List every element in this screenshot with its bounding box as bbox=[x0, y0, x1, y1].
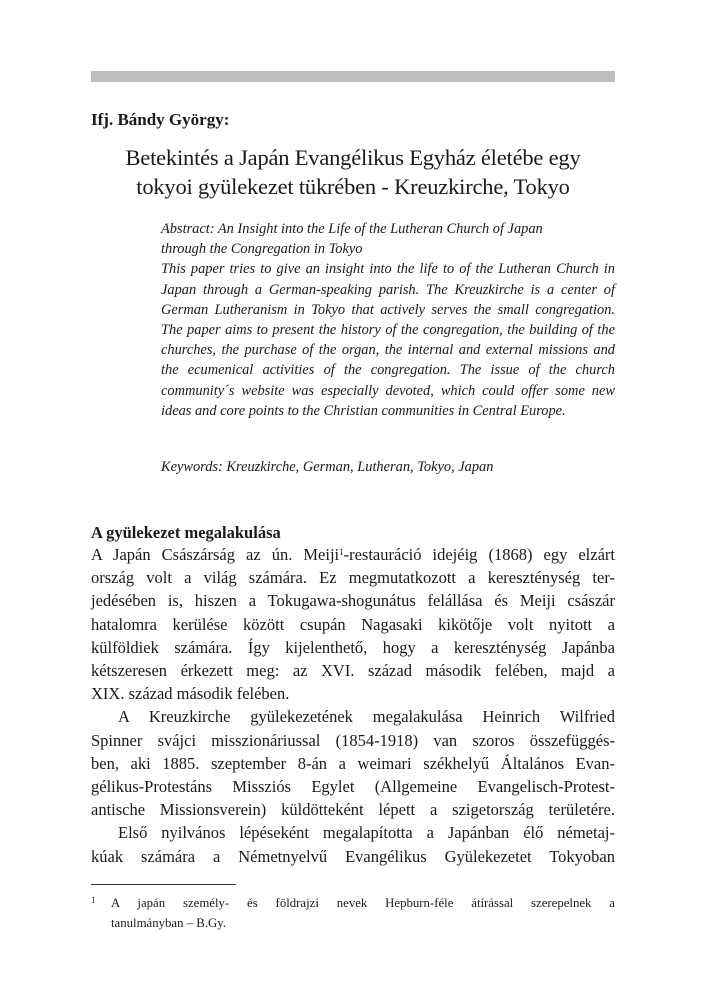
footnote bbox=[91, 893, 615, 933]
body-line: Első nyilvános lépéseként megalapította a Japánban élő németaj- bbox=[118, 823, 615, 843]
body-line: kétszeresen érkezett meg: az XVI. század második felében, majd a bbox=[91, 661, 615, 681]
abstract bbox=[161, 219, 615, 421]
abstract-heading-line-1: Abstract: An Insight into the Life of the Lutheran Church of Japan bbox=[161, 221, 543, 237]
body-text bbox=[91, 543, 615, 868]
footnote-reference: 1 bbox=[339, 547, 344, 557]
author-name: Ifj. Bándy György: bbox=[91, 110, 230, 129]
body-line: A Kreuzkirche gyülekezetének megalakulása Heinrich Wilfried bbox=[118, 707, 615, 727]
abstract-heading-line-2: through the Congregation in Tokyo bbox=[161, 241, 363, 258]
body-line: XIX. század második felében. bbox=[91, 684, 290, 704]
body-line: hatalomra kerülése között csupán Nagasaki kikötője volt nyitott a bbox=[91, 614, 615, 634]
title-line-1: Betekintés a Japán Evangélikus Egyház életébe egy bbox=[125, 145, 581, 170]
section-heading: A gyülekezet megalakulása bbox=[91, 523, 281, 542]
title-line-2: tokyoi gyülekezet tükrében - Kreuzkirche, Tokyo bbox=[136, 174, 570, 199]
footnote-rule bbox=[91, 884, 236, 885]
body-line: gélikus-Protestáns Missziós Egylet (Allgemeine Evangelisch-Protest- bbox=[91, 777, 615, 797]
body-line: külföldiek számára. Így kijelenthető, hogy a kereszténység Japánba bbox=[91, 637, 615, 657]
body-line: ország volt a világ számára. Ez megmutatkozott a kereszténység ter- bbox=[91, 568, 615, 588]
footnote-marker: 1 bbox=[91, 895, 96, 905]
footnote-line: tanulmányban – B.Gy. bbox=[111, 916, 227, 930]
footnote-line: A japán személy- és földrajzi nevek Hepburn-féle átírással szerepelnek a bbox=[111, 896, 615, 910]
keywords: Keywords: Kreuzkirche, German, Lutheran, Tokyo, Japan bbox=[161, 459, 494, 475]
header-rule bbox=[91, 71, 615, 82]
article-title bbox=[91, 143, 615, 201]
abstract-text: This paper tries to give an insight into the life to of the Lutheran Church in Japan through a German-speaking parish. The Kreuzkirche is a center of German Lutheranism in Tokyo that actively serves the small congregation. The paper aims to present the history of the congregation, the building of the churches, the purchase of the organ, the internal and external missions and the ecumenical activities of the congregation. The issue of the church community´s website was especially devoted, which could offer some new ideas and core points to the Christian communities in Central Europe. bbox=[161, 261, 615, 419]
body-line: A Japán Császárság az ún. Meiji$^1$-restauráció idejéig (1868) egy elzárt bbox=[91, 545, 615, 564]
body-line: kúak számára a Németnyelvű Evangélikus Gyülekezetet Tokyoban bbox=[91, 846, 615, 866]
body-line: jedésében is, hiszen a Tokugawa-shogunátus felállása és Meiji császár bbox=[91, 591, 615, 611]
body-line: ben, aki 1885. szeptember 8-án a weimari székhelyű Általános Evan- bbox=[91, 753, 615, 773]
body-line: Spinner svájci misszionáriussal (1854-1918) van szoros összefüggés- bbox=[91, 730, 615, 750]
body-line: antische Missionsverein) küldötteként lépett a szigetország területére. bbox=[91, 800, 615, 820]
